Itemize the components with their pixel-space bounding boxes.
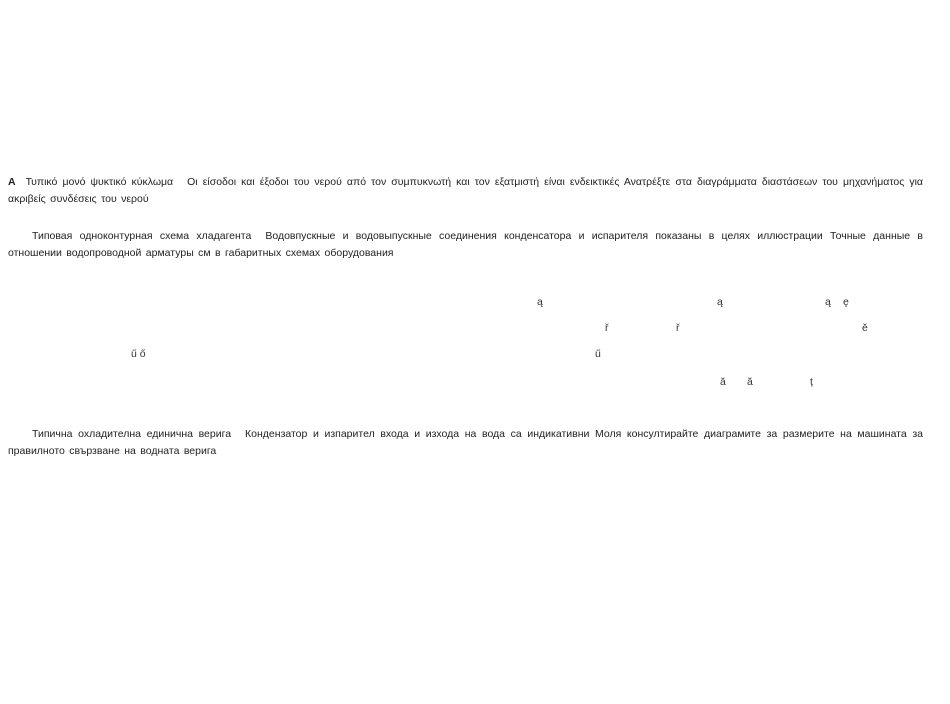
bulgarian-caption-title: Типична охладителна единична верига bbox=[32, 428, 232, 440]
glyph-e-caron: ě bbox=[862, 322, 868, 334]
greek-caption-body: Οι είσοδοι και έξοδοι του νερού από τον συμπυκνωτή και τον εξατμιστή είναι ενδεικτικές Ανατρέξτε στα διαγράμματα διαστάσεων του μηχανήματος για ακριβείς συνδέσεις του νερού bbox=[8, 176, 924, 205]
glyph-a-breve-1: ă bbox=[720, 376, 726, 388]
glyph-u-double-acute: ű bbox=[595, 348, 601, 360]
glyph-a-ogonek-1: ą bbox=[537, 296, 543, 308]
glyph-r-caron-1: ř bbox=[605, 322, 609, 334]
russian-caption-title: Типовая одноконтурная схема хладагента bbox=[32, 230, 252, 242]
glyph-a-breve-2: ă bbox=[747, 376, 753, 388]
glyph-e-ogonek: ę bbox=[843, 296, 849, 308]
glyph-a-ogonek-3: ą bbox=[825, 296, 831, 308]
glyph-a-ogonek-2: ą bbox=[717, 296, 723, 308]
greek-caption-title: Τυπικό μονό ψυκτικό κύκλωμα bbox=[25, 176, 174, 188]
russian-caption-body: Водовпускные и водовыпускные соединения конденсатора и испарителя показаны в целях иллюстрации Точные данные в отношении водопроводной арматуры см в габаритных схемах оборудования bbox=[8, 230, 923, 259]
figure-letter: A bbox=[8, 176, 16, 188]
bulgarian-caption bbox=[8, 426, 923, 460]
russian-caption bbox=[8, 228, 923, 262]
glyph-t-comma: ț bbox=[810, 376, 813, 388]
greek-caption bbox=[8, 174, 923, 208]
glyph-r-caron-2: ř bbox=[676, 322, 680, 334]
glyph-u-o-double-acute: ű ő bbox=[131, 348, 146, 360]
bulgarian-caption-body: Кондензатор и изпарител входа и изхода на вода са индикативни Моля консултирайте диаграмите за размерите на машината за правилното свързване на водната верига bbox=[8, 428, 923, 457]
